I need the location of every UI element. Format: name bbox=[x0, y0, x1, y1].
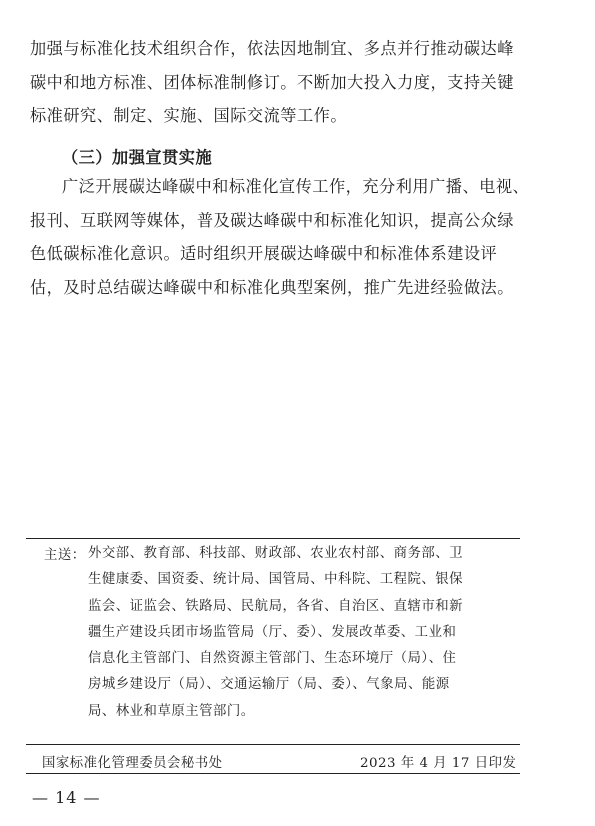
body-paragraph-2 bbox=[30, 170, 568, 304]
cc-top-rule bbox=[26, 538, 520, 539]
cc-line: 信息化主管部门、自然资源主管部门、生态环境厅（局）、住 bbox=[88, 651, 457, 667]
cc-line: 生健康委、国资委、统计局、国管局、中科院、工程院、银保 bbox=[88, 572, 464, 588]
issuer: 国家标准化管理委员会秘书处 bbox=[42, 756, 223, 771]
paragraph-line: 估，及时总结碳达峰碳中和标准化典型案例，推广先进经验做法。 bbox=[30, 277, 514, 297]
cc-recipient-list bbox=[88, 544, 463, 728]
paragraph-line: 加强与标准化技术组织合作，依法因地制宜、多点并行推动碳达峰 bbox=[30, 39, 514, 58]
cc-line: 疆生产建设兵团市场监管局（厅、委）、发展改革委、工业和 bbox=[88, 624, 457, 640]
footer-mid-rule bbox=[26, 744, 520, 745]
paragraph-line: 碳中和地方标准、团体标准制修订。不断加大投入力度，支持关键 bbox=[30, 72, 514, 92]
body-paragraph-1 bbox=[30, 32, 568, 133]
cc-line: 外交部、教育部、科技部、财政部、农业农村部、商务部、卫 bbox=[88, 546, 464, 561]
cc-label: 主送： bbox=[44, 548, 86, 563]
section-heading: （三）加强宣贯实施 bbox=[62, 148, 213, 167]
paragraph-line: 广泛开展碳达峰碳中和标准化宣传工作，充分利用广播、电视、 bbox=[62, 177, 530, 196]
issue-date: 2023 年 4 月 17 日印发 bbox=[360, 756, 517, 771]
paragraph-line: 标准研究、制定、实施、国际交流等工作。 bbox=[30, 106, 348, 125]
cc-line: 局、林业和草原主管部门。 bbox=[88, 703, 255, 719]
cc-line: 监会、证监会、铁路局、民航局，各省、自治区、直辖市和新 bbox=[88, 598, 464, 614]
page-number: — 14 — bbox=[32, 788, 101, 807]
paragraph-line: 色低碳标准化意识。适时组织开展碳达峰碳中和标准体系建设评 bbox=[30, 244, 498, 263]
paragraph-line: 报刊、互联网等媒体，普及碳达峰碳中和标准化知识，提高公众绿 bbox=[30, 210, 514, 230]
cc-line: 房城乡建设厅（局）、交通运输厅（局、委）、气象局、能源 bbox=[88, 677, 450, 693]
footer-bottom-rule bbox=[26, 773, 520, 774]
